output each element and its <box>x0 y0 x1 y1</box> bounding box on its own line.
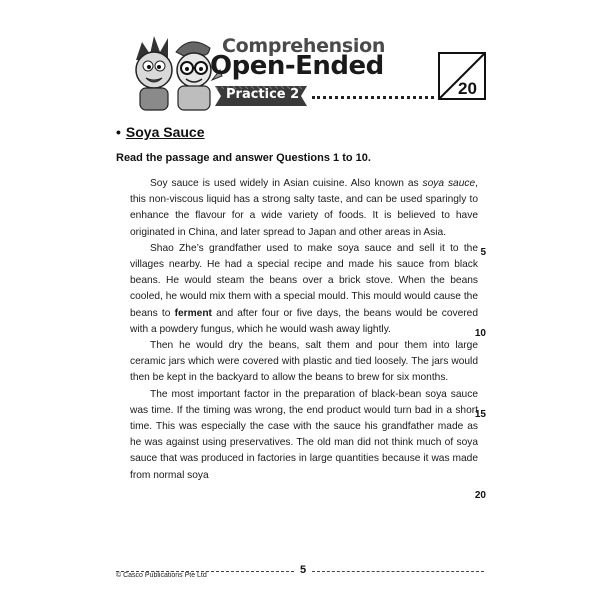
instruction-text: Read the passage and answer Questions 1 to 10. <box>116 152 371 164</box>
section-heading-text: Soya Sauce <box>125 124 205 140</box>
passage-paragraph-4: The most important factor in the preparation of black-bean soya sauce was time. If the timing was wrong, the end product would turn bad in a short time. This was especially the case with the sauce his grandfather made as he was against using preservatives. The old man did not think much of soya sauce that was produced in factories in large quantities because it was made from normal soya <box>130 388 478 481</box>
p1-italic-term: soya sauce <box>422 178 476 189</box>
passage-paragraph-2 <box>130 241 478 338</box>
line-number: 15 <box>474 409 486 420</box>
p1-text-a: Soy sauce is used widely in Asian cuisine. Also known as <box>150 178 423 189</box>
footer-rule-right <box>312 571 484 572</box>
line-number: 20 <box>474 490 486 501</box>
worksheet-title-line1: Comprehension <box>222 35 386 57</box>
line-number: 10 <box>474 328 486 339</box>
passage-paragraph-1 <box>130 176 478 241</box>
p2-text-c: and after four or five days, the beans would be covered with a powdery fungus, which he would wash away lightly. <box>130 307 478 335</box>
passage-paragraph-3: Then he would dry the beans, salt them and pour them into large ceramic jars which were covered with plastic and tied loosely. The jars would then be kept in the backyard to allow the beans to brew for six months. <box>130 340 478 384</box>
worksheet-title-line2: Open-Ended <box>210 51 384 81</box>
page-number: 5 <box>300 564 307 576</box>
section-heading <box>116 124 205 140</box>
reading-passage <box>130 176 478 484</box>
score-total: 20 <box>458 79 477 98</box>
p1-text-c: , this non-viscous liquid has a strong salty taste, and can be used sparingly to enhance the flavour for a wide variety of foods. It is believed to have originated in China, and later spread to Japan and other areas in Asia. <box>130 178 478 238</box>
p2-text-a: Shao Zhe’s grandfather used to make soya sauce and sell it to the villages nearby. He had a special recipe and made his sauce from black beans. He would steam the beans over a brick stove. When the beans cooled, he would mix them with a special mould. This mould would cause the beans to <box>130 242 478 319</box>
practice-label: Practice 2 <box>226 87 300 102</box>
header-dotted-rule <box>312 96 434 99</box>
copyright-text: © Casco Publications Pte Ltd <box>116 572 207 579</box>
p2-bold-term: ferment <box>174 307 212 319</box>
line-number: 5 <box>480 247 486 258</box>
heading-bullet: • <box>116 124 121 140</box>
